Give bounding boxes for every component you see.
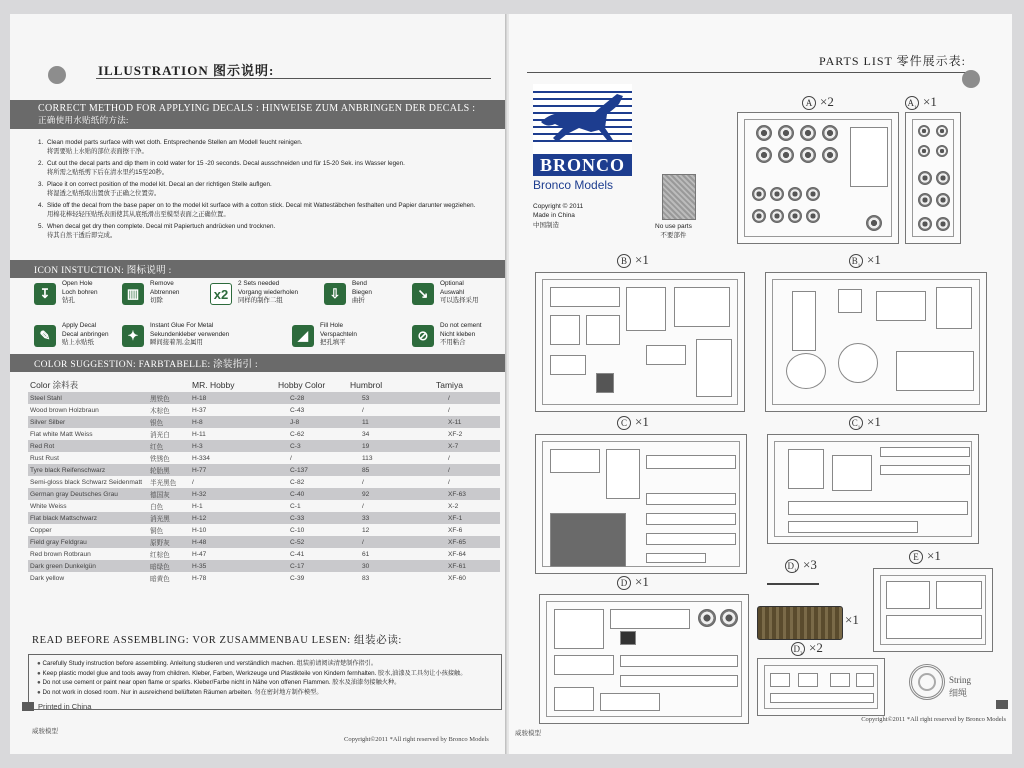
- color-cell: Red brown Rotbraun: [30, 550, 91, 558]
- icon-item-line: 同样的制作二组: [238, 297, 283, 305]
- logo-made-line: Made in China: [533, 212, 575, 220]
- color-cell: XF-6: [448, 526, 463, 534]
- read-before-title: READ BEFORE ASSEMBLING: VOR ZUSAMMENBAU LESEN: 组装必读:: [32, 635, 402, 646]
- bronco-name: Bronco Models: [533, 178, 614, 192]
- binder-hole-dot: [48, 66, 66, 84]
- sprue-sub: 2: [800, 651, 803, 657]
- read-before-item: ● Do not use cement or paint near open flame or sparks. Kleber/Farbe nicht in Nähe von offenen Flammen. 胶水及油漆勿接触火种。: [37, 678, 493, 688]
- decal-step: [38, 222, 498, 241]
- icon-item-text: [62, 280, 98, 306]
- icon-item-line: Auswahl: [440, 288, 465, 296]
- color-cell: H-11: [192, 430, 206, 438]
- color-cell: /: [448, 454, 450, 462]
- step-text: Cut out the decal parts and dip them in cold water for 15 -20 seconds. Decal ausschneiden und für 15-20 Sek. ins Wasser legen.: [47, 159, 405, 167]
- binder-hole-dot: [962, 70, 980, 88]
- icon-item-line: 贴上水贴纸: [62, 339, 94, 347]
- color-cell: H-77: [190, 464, 276, 476]
- color-cell: 暗黄色: [150, 576, 170, 583]
- color-cell: 61: [362, 550, 370, 558]
- sprue-qty: ×1: [635, 414, 649, 429]
- sprue-letter: B: [617, 254, 631, 268]
- sprue-letter: [905, 96, 919, 110]
- icon-item-line: Abtrennen: [150, 288, 180, 296]
- color-column-header: Humbrol: [350, 380, 383, 390]
- step-text: When decal get dry then complete. Decal mit Papiertuch andrücken und trocknen.: [47, 222, 276, 230]
- sprue-b: [535, 272, 745, 412]
- page-title: PARTS LIST 零件展示表:: [819, 54, 966, 68]
- color-cell: 19: [348, 440, 434, 452]
- color-cell: H-8: [190, 416, 276, 428]
- title-rule: [527, 72, 967, 73]
- logo-copyright-line: Copyright © 2011: [533, 203, 584, 210]
- color-cell: /: [192, 478, 194, 486]
- icon-item-line: 可以选择采用: [440, 297, 479, 305]
- brand-footer: 威骏模型: [515, 730, 541, 737]
- step-text: Clean model parts surface with wet cloth. Entsprechende Stellen am Modell feucht reinigen.: [47, 139, 303, 146]
- sprue-letter: [785, 559, 799, 573]
- color-cell: C-39: [290, 574, 305, 582]
- brand-footer: 威骏模型: [32, 728, 58, 735]
- icon-item-do-not-cement: [412, 322, 507, 352]
- icon-item-text: [150, 280, 180, 306]
- color-row: [28, 512, 500, 524]
- color-row: [28, 476, 500, 488]
- decal-step: [38, 159, 498, 178]
- sprue-e: [873, 568, 993, 652]
- color-cell: 92: [348, 488, 434, 500]
- no-use-cn: 不要部件: [660, 232, 687, 240]
- color-cell: 消光黑: [148, 512, 190, 524]
- tarp-part: [757, 606, 843, 640]
- logo-copyright: [533, 202, 583, 230]
- color-cell: 34: [362, 430, 370, 438]
- color-cell: C-1: [290, 502, 301, 510]
- bend-icon: ⇩: [324, 283, 346, 305]
- page-title: ILLUSTRATION 图示说明:: [98, 63, 275, 78]
- sprue-letter: A: [802, 96, 816, 110]
- color-row: [28, 536, 500, 548]
- color-cell: /: [448, 406, 450, 414]
- illustration-page: [10, 14, 507, 754]
- color-cell: White Weiss: [30, 502, 67, 510]
- color-cell: Field gray Feldgrau: [28, 536, 148, 548]
- color-cell: Flat black Mattschwarz: [28, 512, 148, 524]
- decal-step: [38, 201, 498, 220]
- color-cell: 铁锈色: [150, 456, 170, 463]
- color-cell: 消光白: [150, 432, 170, 439]
- color-cell: C-137: [276, 464, 348, 476]
- color-cell: X-7: [434, 440, 500, 452]
- color-cell: /: [434, 464, 500, 476]
- sprue-qty: ×1: [867, 252, 881, 267]
- color-row: [28, 416, 500, 428]
- color-cell: Silver Silber: [28, 416, 148, 428]
- icon-item-line: Do not cement: [440, 322, 482, 329]
- step-text-cn: 将需要贴上水贴的部位表面擦干净。: [47, 148, 148, 156]
- color-cell: /: [348, 536, 434, 548]
- color-cell: H-37: [192, 406, 207, 414]
- icon-item-line: 不用粘合: [440, 339, 466, 347]
- color-cell: 原野灰: [148, 536, 190, 548]
- no-use-parts-label: [655, 222, 692, 241]
- sprue-label-b: [617, 252, 649, 268]
- step-text-cn: 用棉花棒轻轻压贴纸表面使其从底纸滑出至模型表面之正确位置。: [47, 211, 230, 219]
- color-cell: 红色: [148, 440, 190, 452]
- color-row: [28, 404, 500, 416]
- color-cell: 113: [362, 454, 373, 462]
- sprue-c1: [767, 434, 979, 544]
- step-number: 5.: [38, 222, 44, 230]
- sprue-b1: [765, 272, 987, 412]
- color-cell: 铜色: [150, 528, 164, 535]
- color-cell: C-10: [290, 526, 305, 534]
- color-cell: 53: [348, 392, 434, 404]
- sprue-letter: [849, 416, 863, 430]
- parts-list-page: [509, 14, 1012, 754]
- color-cell: C-82: [290, 478, 305, 486]
- color-cell: C-33: [276, 512, 348, 524]
- sprue-qty: ×2: [809, 640, 823, 655]
- color-row: [28, 440, 500, 452]
- sprue-qty: ×1: [927, 548, 941, 563]
- color-cell: H-1: [192, 502, 203, 510]
- icon-item-text: [238, 280, 298, 306]
- icon-item-line: Fill Hole: [320, 322, 344, 329]
- color-cell: 轮胎黑: [148, 464, 190, 476]
- color-row: [28, 428, 500, 440]
- step-number: 1.: [38, 139, 44, 146]
- sprue-sub: 1: [794, 568, 797, 574]
- color-cell: H-12: [190, 512, 276, 524]
- color-cell: 11: [348, 416, 434, 428]
- color-cell: Flat white Matt Weiss: [30, 430, 93, 438]
- bronco-logo: [533, 84, 632, 194]
- sprue-label-c: [617, 414, 649, 430]
- read-before-item: ● Carefully Study instruction before assembling. Anleitung studieren und verständlich machen. 组装前请阅读清楚制作指引。: [37, 659, 493, 669]
- sprue-sub: 1: [857, 425, 861, 431]
- sprue-label-e: [909, 548, 941, 564]
- icon-item-line: 2 Sets needed: [238, 280, 280, 287]
- sprue-letter-char: C: [851, 418, 858, 429]
- printed-in: Printed in China: [38, 702, 92, 711]
- icon-item-text: [62, 322, 109, 348]
- color-column-header: Color 涂料表: [30, 380, 79, 390]
- color-cell: C-17: [276, 560, 348, 572]
- color-cell: C-28: [276, 392, 348, 404]
- sprue-letter-char: A: [907, 98, 914, 109]
- color-cell: 木棕色: [150, 408, 170, 415]
- read-before-box: [28, 654, 502, 710]
- sprue-letter: [849, 254, 863, 268]
- color-row: [28, 560, 500, 572]
- icon-item-line: Optional: [440, 280, 464, 287]
- instant-glue-icon: ✦: [122, 325, 144, 347]
- sprue-d: [539, 594, 749, 724]
- string-en: String: [949, 675, 972, 685]
- icon-item-optional: [412, 280, 507, 310]
- no-use-en: No use parts: [655, 223, 692, 230]
- string-label: [949, 674, 971, 700]
- color-cell: J-8: [276, 416, 348, 428]
- icon-item-line: 钻孔: [62, 297, 75, 305]
- decal-step: [38, 138, 498, 157]
- rod-part: [767, 583, 819, 585]
- color-row: [28, 392, 500, 404]
- color-cell: /: [434, 392, 500, 404]
- copyright-footer: Copyright©2011 *All right reserved by Bronco Models: [861, 716, 1006, 723]
- step-text-cn: 待其自然干透后即完成。: [47, 231, 117, 239]
- color-cell: /: [362, 478, 364, 486]
- string-cn: 细绳: [949, 688, 968, 699]
- color-column-header: Hobby Color: [278, 380, 326, 390]
- open-hole-icon: ↧: [34, 283, 56, 305]
- color-cell: H-32: [190, 488, 276, 500]
- color-cell: C-52: [276, 536, 348, 548]
- icon-item-line: 切除: [150, 297, 163, 305]
- color-cell: XF-60: [448, 574, 466, 582]
- step-text-cn: 将湿透之贴纸取出置放于正确之位置旁。: [47, 190, 161, 198]
- icon-item-text: [440, 280, 478, 306]
- icon-item-text: [352, 280, 372, 306]
- color-cell: C-41: [290, 550, 305, 558]
- step-number: 3.: [38, 180, 44, 188]
- sprue-qty: ×3: [803, 557, 817, 572]
- icon-legend: [34, 280, 494, 360]
- sprue-a: [737, 112, 899, 244]
- read-before-item: ● Do not work in closed room. Nur in ausreichend belüfteten Räumen arbeiten. 勿在密封地方制作模型。: [37, 688, 493, 698]
- apply-decal-icon: ✎: [34, 325, 56, 347]
- color-cell: Rust Rust: [30, 454, 59, 462]
- color-cell: H-334: [192, 454, 210, 462]
- color-cell: XF-65: [434, 536, 500, 548]
- icon-item-line: Nicht kleben: [440, 330, 476, 338]
- color-cell: XF-1: [434, 512, 500, 524]
- color-cell: 黑铁色: [148, 392, 190, 404]
- sprue-letter-char: B: [851, 256, 858, 267]
- sprue-letter-char: D: [787, 561, 794, 572]
- sprue-letter: E: [909, 550, 923, 564]
- color-cell: /: [362, 502, 364, 510]
- color-cell: 德国灰: [148, 488, 190, 500]
- color-section-header: COLOR SUGGESTION: FARBTABELLE: 涂装指引 :: [10, 354, 506, 372]
- color-row: [28, 524, 500, 536]
- tarp-qty: ×1: [845, 612, 859, 627]
- icon-item-line: Apply Decal: [62, 322, 97, 329]
- icon-item-line: Biegen: [352, 288, 372, 296]
- color-cell: 半光黑色: [150, 480, 177, 487]
- color-cell: C-43: [290, 406, 305, 414]
- color-cell: H-48: [190, 536, 276, 548]
- two-sets-icon: x2: [210, 283, 232, 305]
- color-row: [28, 452, 500, 464]
- decal-step: [38, 180, 498, 199]
- icon-item-line: Remove: [150, 280, 174, 287]
- color-cell: X-11: [434, 416, 500, 428]
- color-cell: XF-2: [448, 430, 463, 438]
- sprue-letter-char: D: [793, 644, 800, 655]
- color-cell: H-10: [192, 526, 207, 534]
- sprue-qty: ×1: [635, 574, 649, 589]
- sprue-label-d2: [791, 640, 823, 656]
- sprue-letter: [791, 642, 805, 656]
- color-row: [28, 464, 500, 476]
- color-cell: 暗绿色: [148, 560, 190, 572]
- color-cell: 30: [348, 560, 434, 572]
- color-cell: /: [448, 478, 450, 486]
- sprue-letter: C: [617, 416, 631, 430]
- decal-steps: [38, 138, 498, 242]
- sprue-sub: 1: [914, 105, 917, 111]
- color-row: [28, 572, 500, 584]
- color-cell: 红棕色: [150, 552, 170, 559]
- bronco-brand-plate: BRONCO: [533, 154, 632, 176]
- color-cell: Dark yellow: [30, 574, 65, 582]
- no-use-parts-swatch: [662, 174, 696, 220]
- sprue-c: [535, 434, 747, 574]
- color-row: [28, 548, 500, 560]
- color-cell: /: [290, 454, 292, 462]
- color-cell: Tyre black Reifenschwarz: [28, 464, 148, 476]
- icon-item-line: 把孔填平: [320, 339, 346, 347]
- color-cell: 白色: [150, 504, 164, 511]
- page-number-box: [996, 700, 1008, 709]
- color-cell: 33: [348, 512, 434, 524]
- sprue-qty: ×1: [867, 414, 881, 429]
- color-cell: C-62: [290, 430, 305, 438]
- icon-item-text: [320, 322, 357, 348]
- sprue-a1: [905, 112, 961, 244]
- sprue-label-b1: [849, 252, 881, 268]
- sprue-label-a: [802, 94, 834, 110]
- icon-item-line: Vorgang wiederholen: [238, 288, 299, 296]
- icon-item-line: Open Hole: [62, 280, 93, 287]
- color-cell: XF-63: [434, 488, 500, 500]
- icon-item-line: Instant Glue For Metal: [150, 322, 214, 329]
- icon-item-line: Verspachteln: [320, 330, 357, 338]
- title-rule: [96, 78, 491, 79]
- step-number: 2.: [38, 159, 44, 167]
- copyright-footer: Copyright©2011 *All right reserved by Bronco Models: [344, 736, 489, 743]
- color-column-header: Tamiya: [436, 380, 463, 390]
- horse-logo-icon: [533, 84, 632, 154]
- color-cell: 12: [362, 526, 370, 534]
- color-cell: C-40: [276, 488, 348, 500]
- color-cell: H-18: [190, 392, 276, 404]
- color-row: [28, 500, 500, 512]
- icon-section-header: ICON INSTUCTION: 图标说明 :: [10, 260, 506, 278]
- step-text: Place it on correct position of the model kit. Decal an der richtigen Stelle auflgen.: [47, 180, 272, 188]
- decal-header-cn: 正确使用水贴纸的方法:: [38, 115, 129, 125]
- icon-item-instant-glue: [122, 322, 272, 352]
- color-table: [28, 378, 500, 584]
- color-cell: C-3: [276, 440, 348, 452]
- sprue-label-d: [617, 574, 649, 590]
- read-before-item: ● Keep plastic model glue and tools away from children. Kleber, Farben, Werkzeuge und Plastikteile von Kindern fernhalten. 胶水,油漆及工具勿让小孩接触。: [37, 669, 493, 679]
- logo-made-cn: 中国制造: [533, 221, 559, 229]
- color-cell: Copper: [30, 526, 52, 534]
- color-cell: Semi-gloss black Schwarz Seidenmatt: [30, 478, 143, 486]
- color-cell: Wood brown Holzbraun: [30, 406, 99, 414]
- color-row: [28, 488, 500, 500]
- color-cell: 85: [348, 464, 434, 476]
- color-cell: X-2: [448, 502, 459, 510]
- sprue-qty: ×1: [923, 94, 937, 109]
- icon-item-line: Loch bohren: [62, 288, 98, 296]
- sprue-label-d1: [785, 557, 817, 573]
- color-cell: Red Rot: [28, 440, 148, 452]
- icon-item-text: [440, 322, 482, 348]
- sprue-d2: [757, 658, 885, 716]
- decal-header-text: CORRECT METHOD FOR APPLYING DECALS : HINWEISE ZUM ANBRINGEN DER DECALS :: [38, 103, 476, 114]
- sprue-qty: ×1: [635, 252, 649, 267]
- color-cell: German gray Deutsches Grau: [28, 488, 148, 500]
- color-cell: H-78: [192, 574, 207, 582]
- color-column-header: MR. Hobby: [192, 380, 235, 390]
- string-coil-icon: [909, 664, 945, 700]
- icon-item-line: Sekundenkleber verwenden: [150, 330, 230, 338]
- do-not-cement-icon: ⊘: [412, 325, 434, 347]
- icon-item-line: Bend: [352, 280, 367, 287]
- step-number: 4.: [38, 201, 44, 209]
- color-cell: H-47: [192, 550, 207, 558]
- decal-section-header: [10, 100, 506, 129]
- icon-item-text: [150, 322, 229, 348]
- color-cell: XF-61: [434, 560, 500, 572]
- fill-hole-icon: ◢: [292, 325, 314, 347]
- color-cell: H-35: [190, 560, 276, 572]
- step-text-cn: 将所需之贴纸剪下后在清水里约15至20秒。: [47, 169, 169, 177]
- icon-item-line: Decal anbringen: [62, 330, 109, 338]
- remove-icon: ▥: [122, 283, 144, 305]
- sprue-label-a1: [905, 94, 937, 110]
- color-cell: /: [362, 406, 364, 414]
- color-cell: XF-64: [448, 550, 466, 558]
- sprue-letter: D: [617, 576, 631, 590]
- color-cell: Dark green Dunkelgün: [28, 560, 148, 572]
- optional-icon: ↘: [412, 283, 434, 305]
- page-number-box: [22, 702, 34, 711]
- sprue-label-c1: [849, 414, 881, 430]
- color-cell: 83: [362, 574, 370, 582]
- color-cell: H-3: [190, 440, 276, 452]
- icon-item-line: 曲折: [352, 297, 365, 305]
- sprue-qty: ×2: [820, 94, 834, 109]
- color-cell: 银色: [148, 416, 190, 428]
- color-cell: Steel Stahl: [28, 392, 148, 404]
- sprue-sub: 1: [857, 263, 861, 269]
- step-text: Slide off the decal from the base paper on to the model kit surface with a cotton stick. Decal mit Wattestäbchen festhalten und Papier darunter wegziehen.: [47, 201, 476, 209]
- icon-item-line: 瞬间接着剂,金属用: [150, 339, 203, 347]
